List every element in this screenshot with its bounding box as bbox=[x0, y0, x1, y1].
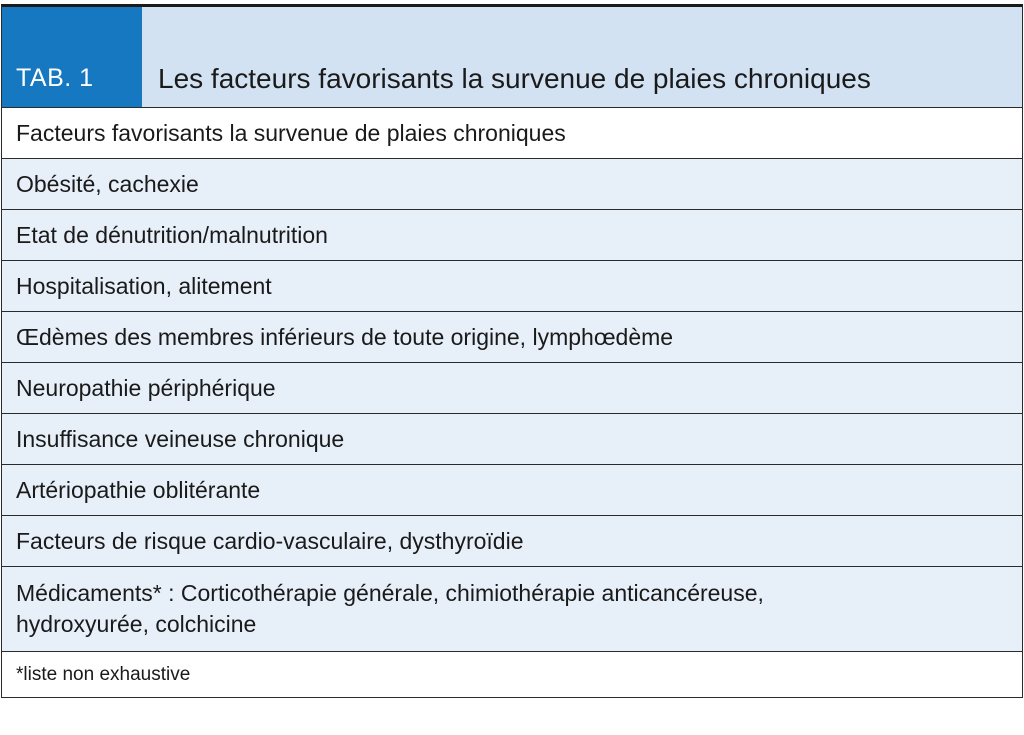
table-row: Obésité, cachexie bbox=[2, 159, 1022, 210]
table-row: Œdèmes des membres inférieurs de toute origine, lymphœdème bbox=[2, 312, 1022, 363]
table-row: Neuropathie périphérique bbox=[2, 363, 1022, 414]
table-row: Insuffisance veineuse chronique bbox=[2, 414, 1022, 465]
table-row: Etat de dénutrition/malnutrition bbox=[2, 210, 1022, 261]
medications-line-2: hydroxyurée, colchicine bbox=[16, 611, 257, 637]
table-tag: TAB. 1 bbox=[2, 7, 142, 107]
table-footnote: *liste non exhaustive bbox=[2, 652, 1022, 698]
table-row: Facteurs de risque cardio-vasculaire, dysthyroïdie bbox=[2, 516, 1022, 567]
table-header bbox=[2, 7, 1022, 108]
column-header: Facteurs favorisants la survenue de plaies chroniques bbox=[2, 108, 1022, 159]
table-row: Artériopathie oblitérante bbox=[2, 465, 1022, 516]
medications-line-1: Médicaments* : Corticothérapie générale, chimiothérapie anticancéreuse, bbox=[16, 580, 764, 606]
table-row-medications bbox=[2, 567, 1022, 652]
table-row: Hospitalisation, alitement bbox=[2, 261, 1022, 312]
table-title: Les facteurs favorisants la survenue de plaies chroniques bbox=[158, 63, 871, 94]
table bbox=[1, 4, 1023, 698]
